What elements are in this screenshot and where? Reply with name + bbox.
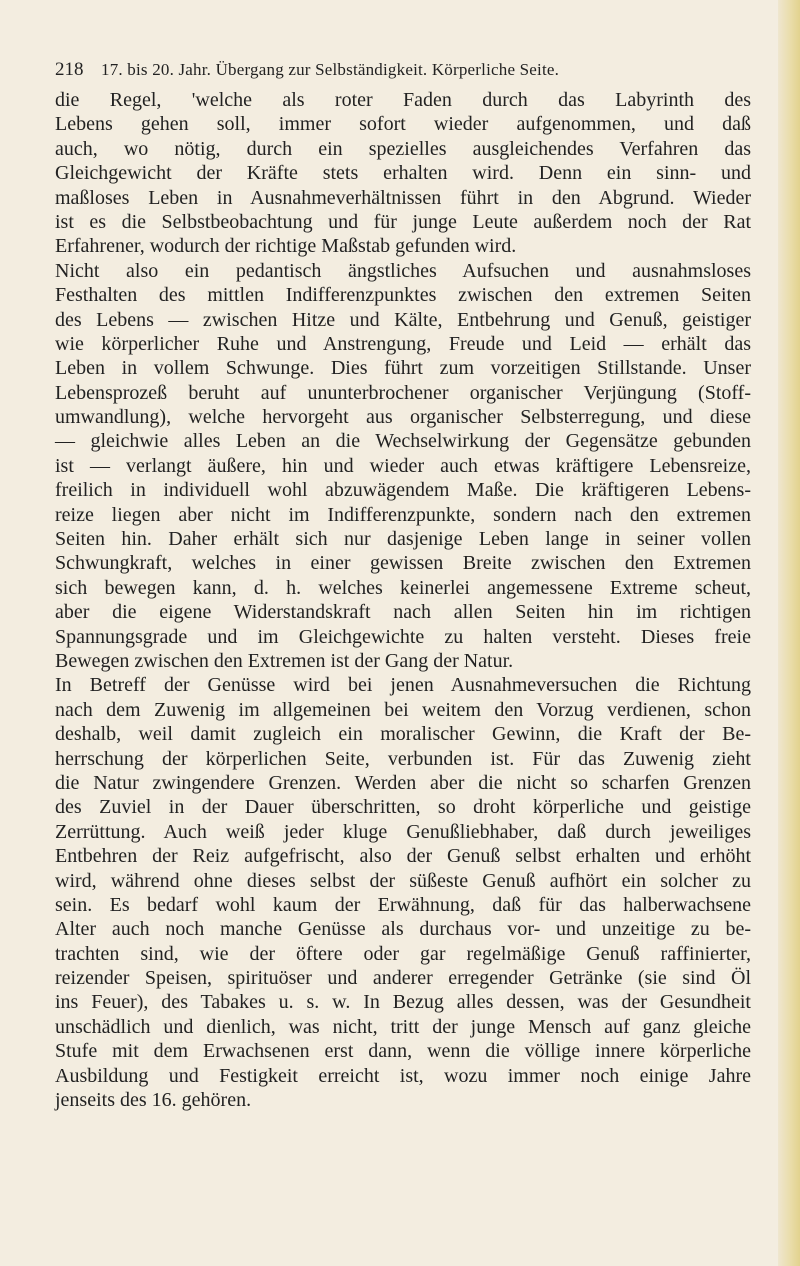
text-line: reize liegen aber nicht im Indifferenzpunkte, sondern nach den extremen — [55, 503, 751, 526]
text-line: herrschung der körperlichen Seite, verbunden ist. Für das Zuwenig zieht — [55, 747, 751, 770]
text-line: Erfahrener, wodurch der richtige Maßstab gefunden wird. — [55, 235, 517, 258]
text-line: die Regel, 'welche als roter Faden durch das Labyrinth des — [55, 89, 751, 111]
text-line: ist — verlangt äußere, hin und wieder auch etwas kräftigere Lebensreize, — [55, 454, 751, 477]
text-line: unschädlich und dienlich, was nicht, tritt der junge Mensch auf ganz gleiche — [55, 1015, 751, 1038]
text-line: aber die eigene Widerstandskraft nach allen Seiten hin im richtigen — [55, 601, 751, 624]
text-line: wie körperlicher Ruhe und Anstrengung, Freude und Leid — erhält das — [55, 332, 751, 355]
text-line: Lebens gehen soll, immer sofort wieder aufgenommen, und daß — [55, 113, 751, 136]
text-line: die Natur zwingendere Grenzen. Werden aber die nicht so scharfen Grenzen — [55, 771, 751, 794]
text-line: Spannungsgrade und im Gleichgewichte zu halten versteht. Dieses freie — [55, 625, 751, 648]
text-line: auch, wo nötig, durch ein spezielles ausgleichendes Verfahren das — [55, 137, 751, 160]
text-line: maßloses Leben in Ausnahmeverhältnissen führt in den Abgrund. Wieder — [55, 186, 751, 209]
running-title: 17. bis 20. Jahr. Übergang zur Selbständigkeit. Körperliche Seite. — [101, 60, 560, 79]
text-line: Schwungkraft, welches in einer gewissen Breite zwischen den Extremen — [55, 552, 751, 575]
text-line: trachten sind, wie der öftere oder gar regelmäßige Genuß raffinierter, — [55, 942, 751, 965]
text-line: Festhalten des mittlen Indifferenzpunktes zwischen den extremen Seiten — [55, 284, 751, 307]
text-line: jenseits des 16. gehören. — [55, 1089, 252, 1112]
text-line: nach dem Zuwenig im allgemeinen bei weitem den Vorzug verdienen, schon — [55, 698, 751, 721]
text-line: Alter auch noch manche Genüsse als durchaus vor- und unzeitige zu be- — [55, 918, 751, 941]
text-line: Ausbildung und Festigkeit erreicht ist, wozu immer noch einige Jahre — [55, 1064, 751, 1087]
running-header — [55, 55, 695, 85]
text-line: Bewegen zwischen den Extremen ist der Gang der Natur. — [55, 649, 514, 672]
text-line: wird, während ohne dieses selbst der süßeste Genuß aufhört ein solcher zu — [55, 869, 751, 892]
text-line: Zerrüttung. Auch weiß jeder kluge Genußliebhaber, daß durch jeweiliges — [55, 820, 751, 843]
text-line: Leben in vollem Schwunge. Dies führt zum vorzeitigen Stillstande. Unser — [55, 357, 751, 380]
body-text — [55, 88, 751, 1112]
text-line: Entbehren der Reiz aufgefrischt, also der Genuß selbst erhalten und erhöht — [55, 845, 751, 868]
text-line: reizender Speisen, spirituöser und anderer erregender Getränke (sie sind Öl — [55, 967, 751, 990]
page-number: 218 — [55, 59, 84, 80]
text-line: sein. Es bedarf wohl kaum der Erwähnung, daß für das halberwachsene — [55, 893, 751, 916]
text-line: ins Feuer), des Tabakes u. s. w. In Bezug alles dessen, was der Gesundheit — [55, 991, 751, 1014]
text-line: des Lebens — zwischen Hitze und Kälte, Entbehrung und Genuß, geistiger — [55, 308, 751, 331]
text-line: Stufe mit dem Erwachsenen erst dann, wenn die völlige innere körperliche — [55, 1040, 751, 1063]
text-line: Lebensprozeß beruht auf ununterbrochener organischer Verjüngung (Stoff- — [55, 381, 751, 404]
text-line: Nicht also ein pedantisch ängstliches Aufsuchen und ausnahmsloses — [55, 259, 751, 282]
text-line: In Betreff der Genüsse wird bei jenen Ausnahmeversuchen die Richtung — [55, 674, 751, 697]
text-line: deshalb, weil damit zugleich ein moralischer Gewinn, die Kraft der Be- — [55, 723, 751, 746]
page-edge — [778, 0, 800, 1266]
text-line: — gleichwie alles Leben an die Wechselwirkung der Gegensätze gebunden — [55, 430, 751, 453]
text-line: des Zuviel in der Dauer überschritten, so droht körperliche und geistige — [55, 796, 751, 819]
text-line: Gleichgewicht der Kräfte stets erhalten wird. Denn ein sinn- und — [55, 162, 751, 185]
text-line: umwandlung), welche hervorgeht aus organischer Selbsterregung, und diese — [55, 406, 751, 429]
text-line: ist es die Selbstbeobachtung und für junge Leute außerdem noch der Rat — [55, 210, 751, 233]
text-line: Seiten hin. Daher erhält sich nur dasjenige Leben lange in seiner vollen — [55, 528, 751, 551]
text-line: freilich in individuell wohl abzuwägendem Maße. Die kräftigeren Lebens- — [55, 479, 751, 502]
text-line: sich bewegen kann, d. h. welches keinerlei angemessene Extreme scheut, — [55, 576, 751, 599]
